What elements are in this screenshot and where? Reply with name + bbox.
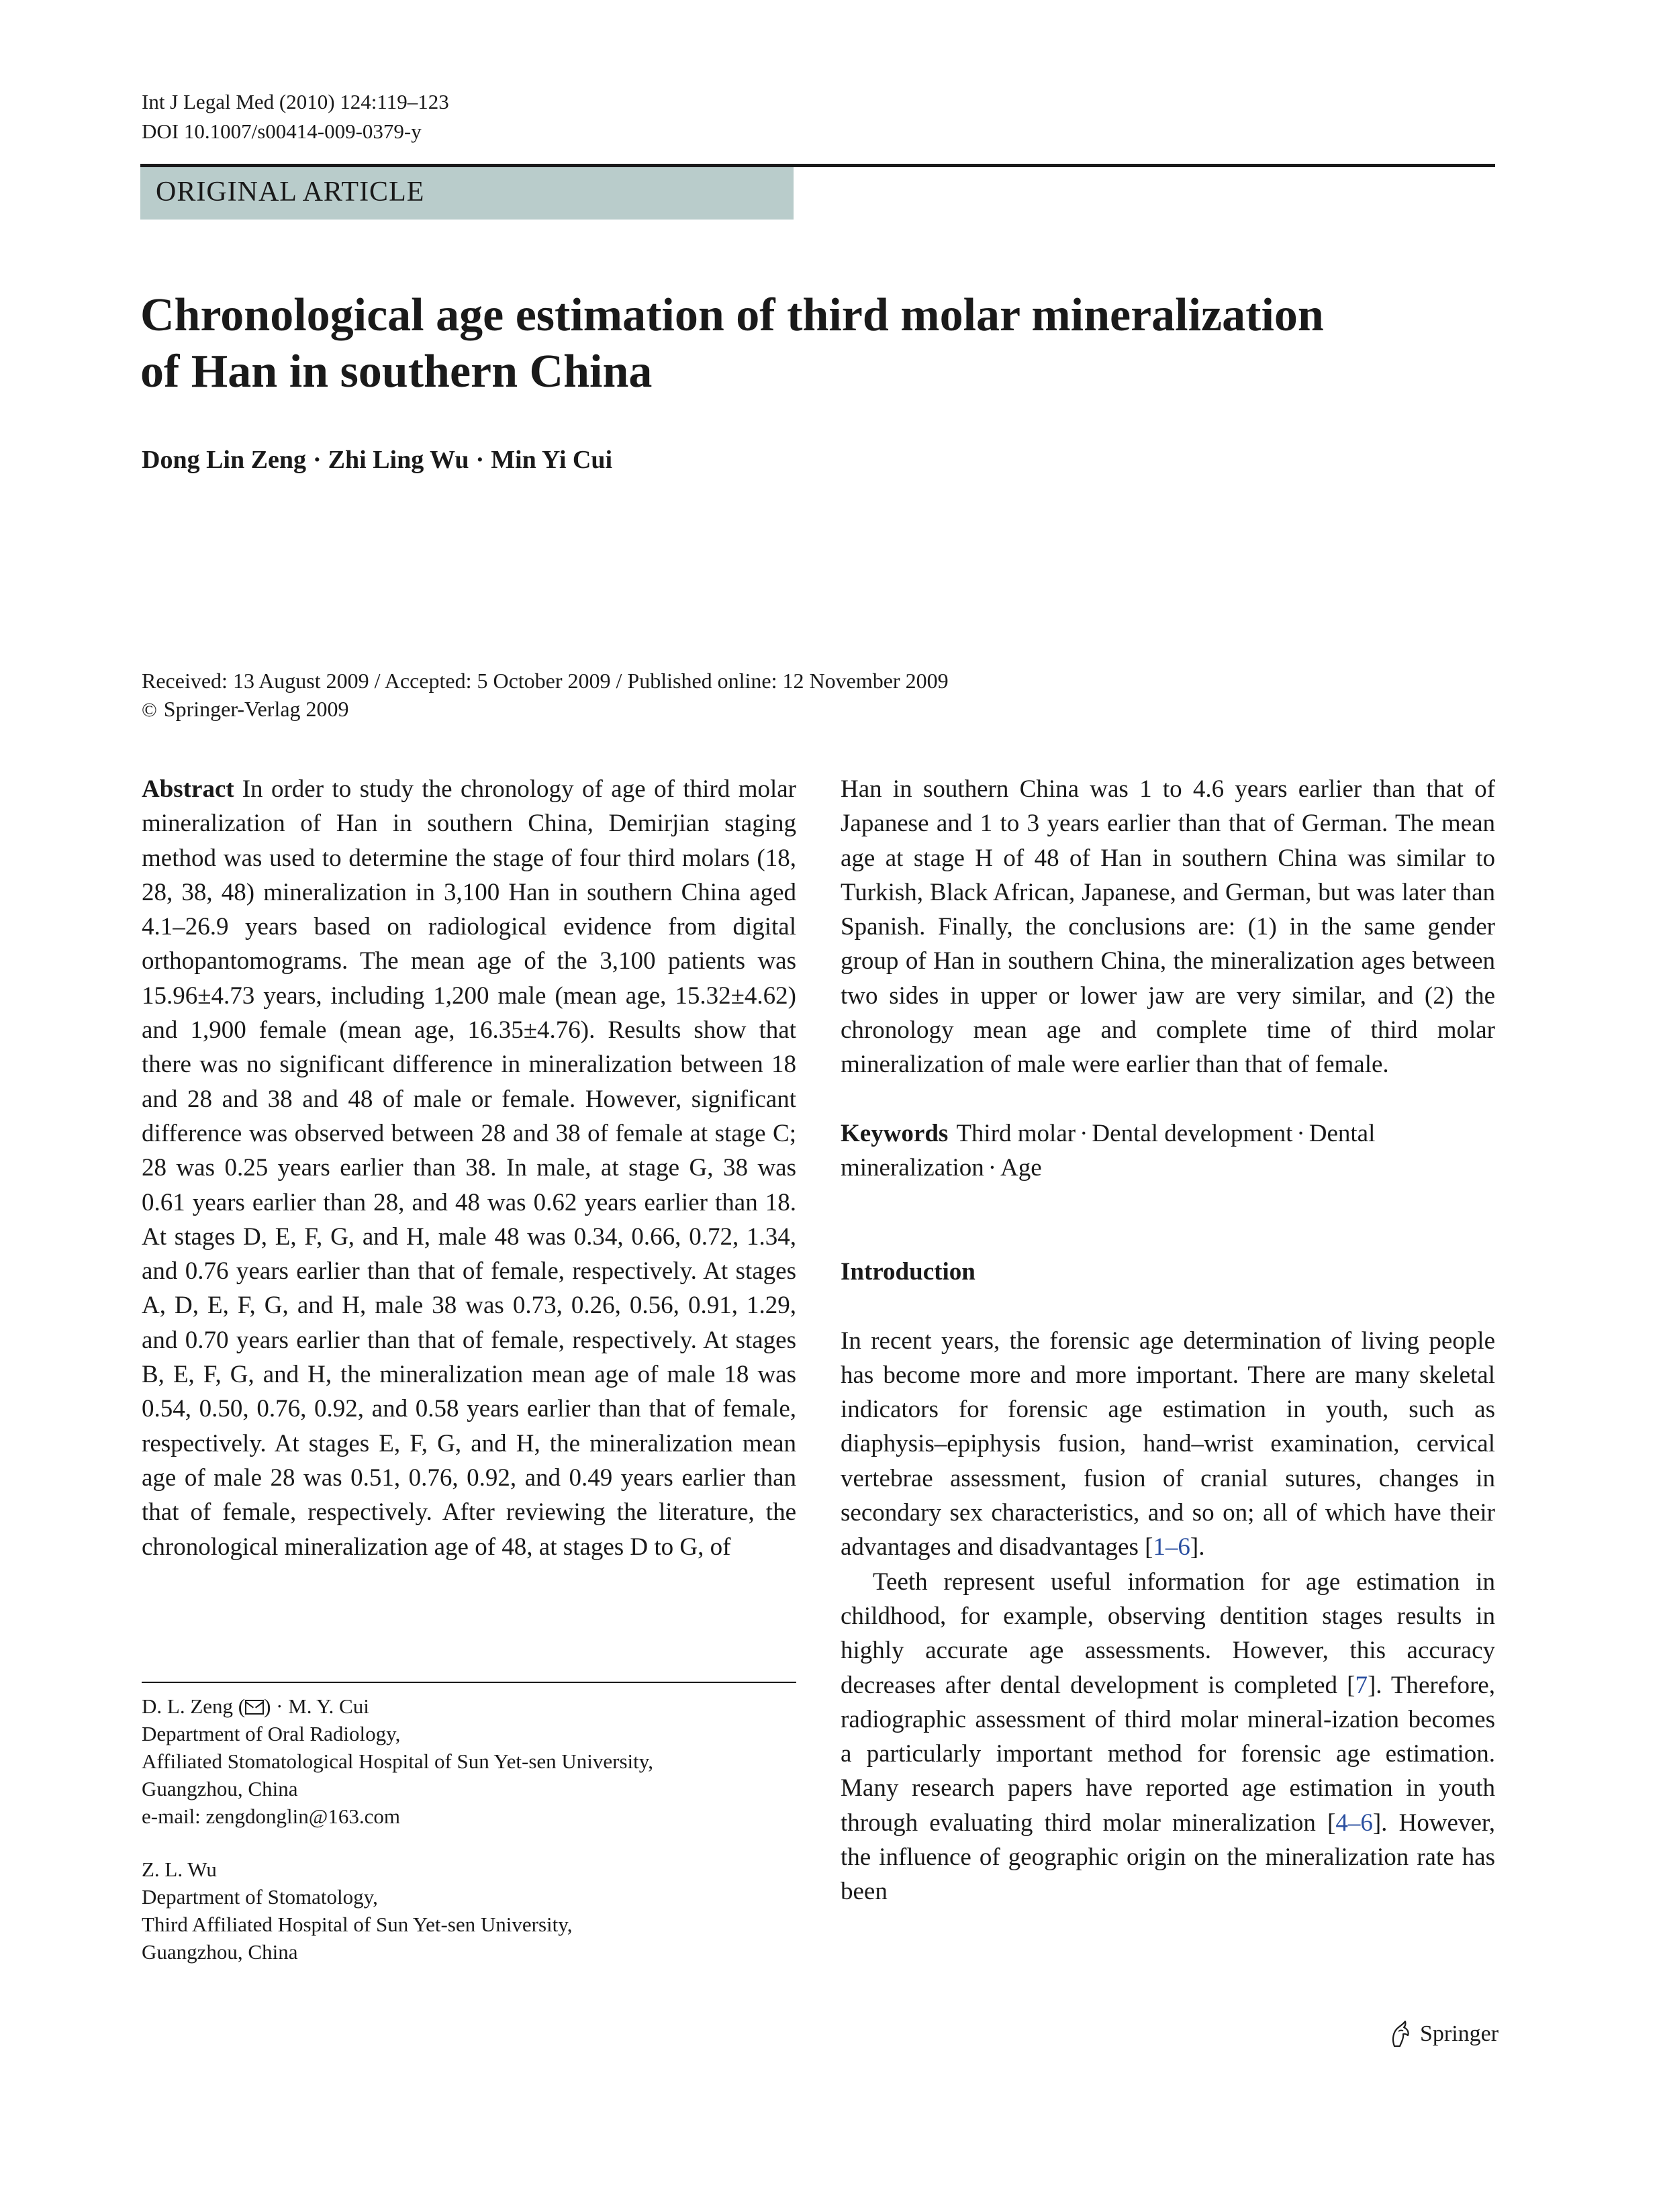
left-column <box>142 772 796 1564</box>
citation-link[interactable]: 7 <box>1355 1671 1368 1699</box>
keywords-heading: Keywords <box>841 1119 949 1147</box>
citation-link[interactable]: 1–6 <box>1153 1533 1190 1561</box>
publisher-logo <box>1385 2014 1498 2054</box>
abstract-text-left: In order to study the chronology of age of third molar mineralization of Han in southern China, Demirjian staging method was used to determine the stage of four third molars (18, 28, 38, 48) mineralization in 3,100 Han in southern China aged 4.1–26.9 years based on radiological evidence from digital orthopantomograms. The mean age of the 3,100 patients was 15.96±4.73 years, including 1,200 male (mean age, 15.32±4.62) and 1,900 female (mean age, 16.35±4.76). Results show that there was no significant difference in mineralization between 18 and 28 and 38 and 48 of male or female. However, significant difference was observed between 28 and 38 of female at stage C; 28 was 0.25 years earlier than 38. In male, at stage G, 38 was 0.61 years earlier than 28, and 48 was 0.62 years earlier than 18. At stages D, E, F, G, and H, male 48 was 0.34, 0.66, 0.72, 1.34, and 0.76 years earlier than that of female, respectively. At stages A, D, E, F, G, and H, male 38 was 0.73, 0.26, 0.56, 0.91, 1.29, and 0.70 years earlier than that of female, respectively. At stages B, E, F, G, and H, the mineralization mean age of male 18 was 0.54, 0.50, 0.76, 0.92, and 0.58 years earlier than that of female, respectively. At stages E, F, G, and H, the mineralization mean age of male 28 was 0.51, 0.76, 0.92, and 0.49 years earlier than that of female, respectively. After reviewing the literature, the chronological mineralization age of 48, at stages D to G, of <box>142 775 796 1561</box>
abstract-heading: Abstract <box>142 775 234 803</box>
author-list <box>142 443 612 477</box>
right-column <box>841 772 1495 1909</box>
intro-p1-end: ]. <box>1190 1533 1205 1561</box>
citation-link[interactable]: 4–6 <box>1335 1809 1373 1837</box>
keyword: Age <box>1000 1153 1042 1182</box>
affiliation-city: Guangzhou, China <box>142 1940 298 1964</box>
affiliation-email[interactable]: e-mail: zengdonglin@163.com <box>142 1805 400 1828</box>
copyright-text: Springer-Verlag 2009 <box>163 697 349 721</box>
article-type-label: ORIGINAL ARTICLE <box>156 177 425 207</box>
introduction-paragraph-1 <box>841 1324 1495 1565</box>
article-title <box>140 287 1416 400</box>
introduction-paragraph-2 <box>841 1565 1495 1909</box>
footnote-rule <box>142 1682 796 1683</box>
author-name[interactable]: Zhi Ling Wu <box>328 446 469 474</box>
affiliation-city: Guangzhou, China <box>142 1777 298 1800</box>
keyword: Dental mineralization <box>841 1119 1376 1182</box>
article-title-line-1: Chronological age estimation of third molar mineralization <box>140 289 1324 341</box>
intro-p2-text-b: ]. Therefore, radiographic assessment of third molar mineral-ization becomes a particularly important method for forensic age estimation. Many research papers have reported age estimation in youth through evaluating third molar mineralization [ <box>841 1671 1495 1837</box>
affiliation-hospital: Affiliated Stomatological Hospital of Sun Yet-sen University, <box>142 1749 654 1773</box>
springer-horse-icon <box>1385 2019 1415 2049</box>
keywords-paragraph <box>841 1116 1495 1186</box>
author-separator: · <box>312 446 322 474</box>
intro-p1-text: In recent years, the forensic age determination of living people has become more and more important. There are many skeletal indicators for forensic age estimation in youth, such as diaphysis–epiphysis fusion, hand–wrist examination, cervical vertebrae assessment, fusion of cranial sutures, changes in secondary sex characteristics, and so on; all of which have their advantages and disadvantages [ <box>841 1327 1495 1561</box>
article-title-line-2: of Han in southern China <box>140 346 653 397</box>
affiliation-department: Department of Stomatology, <box>142 1885 378 1909</box>
intro-p2-text-a: Teeth represent useful information for age estimation in childhood, for example, observing dentition stages results in highly accurate age assessments. However, this accuracy decreases after dental development is completed [ <box>841 1568 1495 1699</box>
author-separator: · <box>475 446 485 474</box>
keyword-separator: · <box>1080 1119 1088 1147</box>
keyword: Dental development <box>1092 1119 1293 1147</box>
affiliation-names: Z. L. Wu <box>142 1858 217 1881</box>
affiliation-footnote-2 <box>142 1856 796 1966</box>
affiliation-names <box>142 1692 796 1720</box>
author-name[interactable]: Dong Lin Zeng <box>142 446 306 474</box>
affiliation-department: Department of Oral Radiology, <box>142 1722 401 1745</box>
copyright-icon: © <box>142 699 157 721</box>
abstract-continuation: Han in southern China was 1 to 4.6 years earlier than that of Japanese and 1 to 3 years earlier than that of German. The mean age at stage H of 48 of Han in southern China was similar to Turkish, Black African, Japanese, and German, but was later than Spanish. Finally, the conclusions are: (1) in the same gender group of Han in southern China, the mineralization ages between two sides in upper or lower jaw are very similar, and (2) the chronology mean age and complete time of third molar mineralization of male were earlier than that of female. <box>841 775 1495 1079</box>
keyword: Third molar <box>956 1119 1076 1147</box>
publication-dates: Received: 13 August 2009 / Accepted: 5 October 2009 / Published online: 12 November 2009 <box>142 669 949 693</box>
intro-p2-text-c: ]. However, the influence of geographic origin on the mineralization rate has been <box>841 1809 1495 1906</box>
doi[interactable]: DOI 10.1007/s00414-009-0379-y <box>142 119 422 143</box>
affiliation-names-a: D. L. Zeng ( <box>142 1694 246 1718</box>
envelope-icon <box>245 1700 264 1715</box>
affiliation-footnote-1 <box>142 1692 796 1830</box>
abstract-paragraph <box>142 772 796 1564</box>
publisher-name: Springer <box>1420 2021 1499 2046</box>
journal-reference: Int J Legal Med (2010) 124:119–123 <box>142 90 449 113</box>
affiliation-names-b: ) · M. Y. Cui <box>264 1694 369 1718</box>
author-name[interactable]: Min Yi Cui <box>491 446 613 474</box>
copyright-line <box>142 694 349 725</box>
keyword-separator: · <box>1296 1119 1305 1147</box>
affiliation-hospital: Third Affiliated Hospital of Sun Yet-sen University, <box>142 1913 573 1936</box>
keyword-separator: · <box>988 1153 997 1182</box>
introduction-heading: Introduction <box>841 1258 976 1286</box>
